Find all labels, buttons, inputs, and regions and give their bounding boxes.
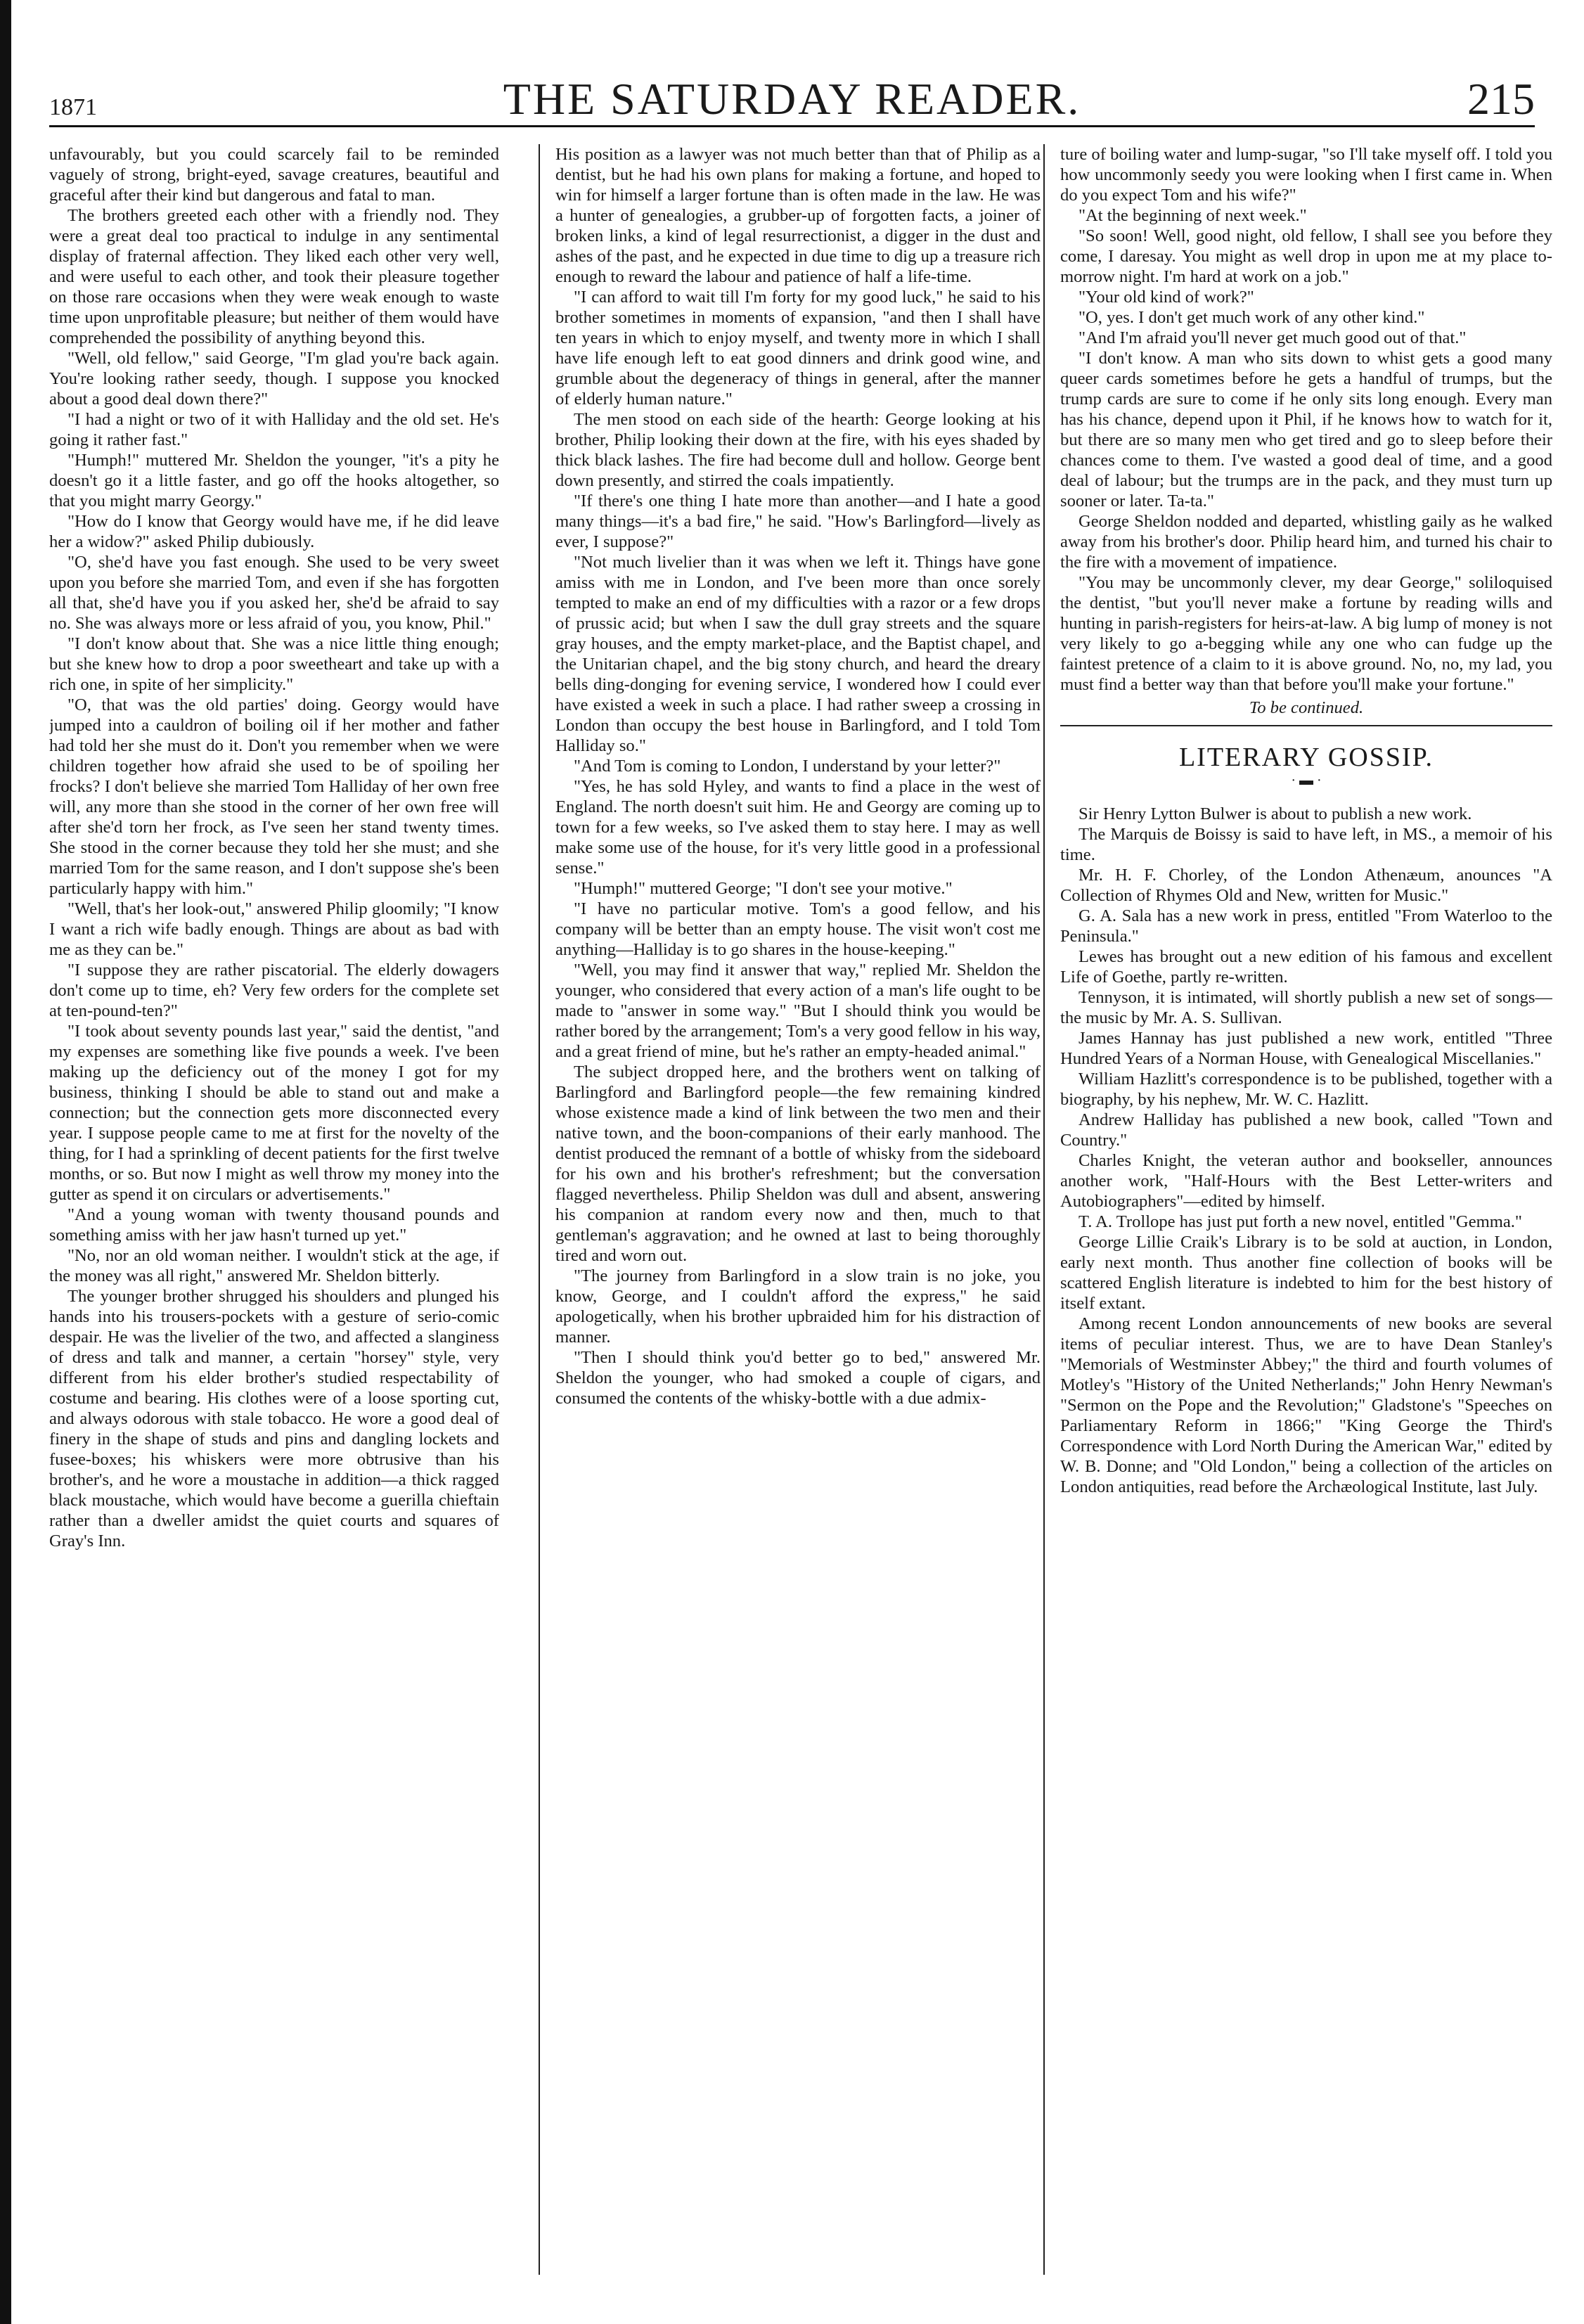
paragraph: The men stood on each side of the hearth: George looking at his brother, Philip looking their down at the fire, with his eyes shaded by thick black lashes. The fire had become dull and hollow. George bent down presently, and stirred the coals impatiently.	[555, 410, 1041, 490]
paragraph: The brothers greeted each other with a friendly nod. They were a great deal too practical to indulge in any sentimental display of fraternal affection. They liked each other very well, and were useful to each other, and took their pleasure together on those rare occasions when they were weak enough to waste time upon unprofitable pleasure; but neither of them would have comprehended the possibility of anything beyond this.	[49, 206, 499, 347]
paragraph: "O, she'd have you fast enough. She used to be very sweet upon you before she married Tom, and even if she has forgotten all that, she'd have you if you asked her, she'd be afraid to say no. She was always more or less afraid of you, you know, Phil."	[49, 553, 499, 633]
issue-year: 1871	[49, 94, 97, 120]
paragraph: ture of boiling water and lump-sugar, "so I'll take myself off. I told you how uncommonly seedy you were looking when I first came in. When do you expect Tom and his wife?"	[1060, 145, 1552, 205]
paragraph: "Humph!" muttered Mr. Sheldon the younger, "it's a pity he doesn't go it a little faster, and go off the hooks altogether, so that you might marry Georgy."	[49, 451, 499, 511]
binding-edge	[0, 0, 11, 2324]
paragraph: The subject dropped here, and the brothers went on talking of Barlingford and Barlingford people—the few remaining kindred whose existence made a kind of link between the two men and their native town, and the boon-companions of their early manhood. The dentist produced the remnant of a bottle of whisky from the sideboard for his own and his brother's refreshment; but the conversation flagged nevertheless. Philip Sheldon was dull and absent, answering his companion at random every now and then, much to that gentleman's aggravation; and he owned at last to being thoroughly tired and worn out.	[555, 1063, 1041, 1265]
paragraph: "I can afford to wait till I'm forty for my good luck," he said to his brother sometimes in moments of expansion, "and then I shall have ten years in which to enjoy myself, and twenty more in which I shall have life enough left to eat good dinners and drink good wine, and grumble about the degeneracy of things in general, after the manner of elderly human nature."	[555, 288, 1041, 409]
paragraph: "So soon! Well, good night, old fellow, I shall see you before they come, I daresay. You might as well drop in upon me at my place to-morrow night. I'm hard at work on a job."	[1060, 226, 1552, 286]
paragraph: "Not much livelier than it was when we left it. Things have gone amiss with me in London, and I've been more than once sorely tempted to make an end of my difficulties with a razor or a few drops of prussic acid; but when I saw the dull gray streets and the square gray houses, and the empty market-place, and the Baptist chapel, and the Unitarian chapel, and the big stony church, and heard the dreary bells ding-donging for evening service, I wondered how I could ever have existed a week in such a place. I had rather sweep a crossing in London than occupy the best house in Barlingford, and I told Tom Halliday so."	[555, 553, 1041, 755]
column-right	[1043, 144, 1552, 2275]
gossip-item: James Hannay has just published a new work, entitled "Three Hundred Years of a Norman House, with Genealogical Miscellanies."	[1060, 1029, 1552, 1068]
paragraph: "And Tom is coming to London, I understand by your letter?"	[574, 757, 1001, 776]
gossip-item: The Marquis de Boissy is said to have left, in MS., a memoir of his time.	[1060, 825, 1552, 864]
paragraph: George Sheldon nodded and departed, whistling gaily as he walked away from his brother's door. Philip heard him, and turned his chair to the fire with a movement of impatience.	[1060, 512, 1552, 572]
paragraph: "The journey from Barlingford in a slow train is no joke, you know, George, and I couldn't afford the express," he said apologetically, when his brother upbraided him for his distraction of manner.	[555, 1266, 1041, 1347]
paragraph: "I have no particular motive. Tom's a good fellow, and his company will be better than an empty house. The visit won't cost me anything—Halliday is to go shares in the house-keeping."	[555, 899, 1041, 959]
paragraph: The younger brother shrugged his shoulders and plunged his hands into his trousers-pockets with a gesture of serio-comic despair. He was the livelier of the two, and affected a slanginess of dress and talk and manner, a certain "horsey" style, very different from his elder brother's studied respectability of costume and bearing. His clothes were of a loose sporting cut, and always odorous with stale tobacco. He wore a good deal of finery in the shape of studs and pins and dangling lockets and fusee-boxes; his whiskers were more obtrusive than his brother's, and he wore a moustache in addition—a thick ragged black moustache, which would have become a guerilla chieftain rather than a dweller amidst the quiet courts and squares of Gray's Inn.	[49, 1287, 499, 1551]
paragraph: "I don't know. A man who sits down to whist gets a good many queer cards sometimes before he gets a handful of trumps, but the trump cards are sure to come if he only sits long enough. Every man has his chance, depend upon it Phil, if he knows how to watch for it, but there are so many men who get tired and go to sleep before their chances come to them. I've wasted a good deal of time, and a good deal of labour; but the trumps are in the pack, and they must turn up sooner or later. Ta-ta."	[1060, 349, 1552, 511]
paragraph: unfavourably, but you could scarcely fail to be reminded vaguely of strong, bright-eyed, savage creatures, beautiful and graceful after their kind but dangerous and fatal to man.	[49, 145, 499, 205]
publication-title: THE SATURDAY READER.	[503, 74, 1081, 124]
gossip-item: George Lillie Craik's Library is to be sold at auction, in London, early next month. Thus another fine collection of books will be scattered English literature is indebted to him for the best history of itself extant.	[1060, 1233, 1552, 1313]
paragraph: "At the beginning of next week."	[1078, 206, 1307, 225]
column-middle	[539, 144, 1041, 2275]
section-divider	[1060, 725, 1552, 726]
paragraph: "No, nor an old woman neither. I wouldn't stick at the age, if the money was all right," answered Mr. Sheldon bitterly.	[49, 1246, 499, 1285]
paragraph: "I suppose they are rather piscatorial. The elderly dowagers don't come up to time, eh? Very few orders for the complete set at ten-pound-ten?"	[49, 961, 499, 1020]
gossip-item: Mr. H. F. Chorley, of the London Athenæum, anounces "A Collection of Rhymes Old and New, written for Music."	[1060, 866, 1552, 905]
to-be-continued-note: To be continued.	[1249, 698, 1364, 717]
gossip-item: William Hazlitt's correspondence is to be published, together with a biography, by his nephew, Mr. W. C. Hazlitt.	[1060, 1070, 1552, 1109]
gossip-item: Among recent London announcements of new books are several items of peculiar interest. Thus, we are to have Dean Stanley's "Memorials of Westminster Abbey;" the third and fourth volumes of Motley's "History of the United Netherlands;" John Henry Newman's "Sermon on the Pope and the Revolution;" Gladstone's "Speeches on Parliamentary Reform in 1866;" "King George the Third's Correspondence with Lord North During the American War," edited by W. B. Donne; and "Old London," being a collection of the articles on London antiquities, read before the Archæological Institute, last July.	[1060, 1314, 1552, 1496]
paragraph: "And I'm afraid you'll never get much good out of that."	[1078, 328, 1467, 347]
paragraph: "How do I know that Georgy would have me, if he did leave her a widow?" asked Philip dubiously.	[49, 512, 499, 551]
paragraph: "Then I should think you'd better go to bed," answered Mr. Sheldon the younger, who had smoked a couple of cigars, and consumed the contents of the whisky-bottle with a due admix-	[555, 1348, 1041, 1408]
column-left	[49, 144, 499, 2275]
gossip-item: Andrew Halliday has published a new book, called "Town and Country."	[1060, 1110, 1552, 1150]
page-number: 215	[1467, 74, 1535, 124]
paragraph: "I had a night or two of it with Halliday and the old set. He's going it rather fast."	[49, 410, 499, 449]
paragraph: "And a young woman with twenty thousand pounds and something amiss with her jaw hasn't turned up yet."	[49, 1205, 499, 1245]
gossip-item: T. A. Trollope has just put forth a new novel, entitled "Gemma."	[1078, 1212, 1522, 1231]
paragraph: "Well, you may find it answer that way," replied Mr. Sheldon the younger, who considered that every action of a man's life ought to be made to "answer in some way." "But I should think you would be rather bored by the arrangement; Tom's a very good fellow in his way, and a great friend of mine, but he's rather an empty-headed animal."	[555, 961, 1041, 1061]
gossip-item: Lewes has brought out a new edition of his famous and excellent Life of Goethe, partly re-written.	[1060, 947, 1552, 987]
paragraph: "Humph!" muttered George; "I don't see your motive."	[574, 879, 953, 898]
paragraph: "Yes, he has sold Hyley, and wants to find a place in the west of England. The north doesn't suit him. He and Georgy are coming up to town for a few weeks, so I've asked them to stay here. I may as well make some use of the house, for it's very little good in a professional sense."	[555, 777, 1041, 878]
page-header	[49, 69, 1535, 127]
paragraph: "I don't know about that. She was a nice little thing enough; but she knew how to drop a poor sweetheart and take up with a rich one, in spite of her simplicity."	[49, 634, 499, 694]
gossip-item: Sir Henry Lytton Bulwer is about to publish a new work.	[1078, 804, 1472, 823]
paragraph: "Your old kind of work?"	[1078, 288, 1254, 307]
gossip-item: G. A. Sala has a new work in press, entitled "From Waterloo to the Peninsula."	[1060, 906, 1552, 946]
paragraph: His position as a lawyer was not much better than that of Philip as a dentist, but he had his own plans for making a fortune, and hoped to win for himself a larger fortune than is often made in the law. He was a hunter of genealogies, a grubber-up of forgotten facts, a joiner of broken links, a kind of legal resurrectionist, a digger in the dust and ashes of the past, and he expected in due time to dig up a treasure rich enough to reward the labour and patience of half a life-time.	[555, 145, 1041, 286]
paragraph: "Well, old fellow," said George, "I'm glad you're back again. You're looking rather seedy, though. I suppose you knocked about a good deal down there?"	[49, 349, 499, 409]
gossip-item: Charles Knight, the veteran author and bookseller, announces another work, "Half-Hours with the Best Letter-writers and Autobiographers"—edited by himself.	[1060, 1151, 1552, 1211]
paragraph: "O, that was the old parties' doing. Georgy would have jumped into a cauldron of boiling oil if her mother and father had told her she must do it. Don't you remember when we were children together how afraid she used to be of spoiling her frocks? I don't believe she married Tom Halliday of her own free will, any more than she stood in the corner of her own free will after she'd torn her frock, as I've seen her stand twenty times. She stood in the corner because they told her she must; and she married Tom for the same reason, and I don't suppose she's been particularly happy with him."	[49, 695, 499, 898]
paragraph: "Well, that's her look-out," answered Philip gloomily; "I know I want a rich wife badly enough. Things are about as bad with me as they can be."	[49, 899, 499, 959]
paragraph: "I took about seventy pounds last year," said the dentist, "and my expenses are something like five pounds a week. I've been making up the deficiency out of the money I got for my business, thinking I should be able to stand out and make a connection; but the connection gets more disconnected every year. I suppose people came to me at first for the novelty of the thing, for I had a sprinkling of decent patients for the first twelve months, or so. But now I might as well throw my money into the gutter as spend it on circulars or advertisements."	[49, 1022, 499, 1204]
ornament-divider: · ▬ ·	[1291, 773, 1322, 788]
paragraph: "If there's one thing I hate more than another—and I hate a good many things—it's a bad fire," he said. "How's Barlingford—lively as ever, I suppose?"	[555, 492, 1041, 551]
paragraph: "O, yes. I don't get much work of any other kind."	[1078, 308, 1425, 327]
section-title: LITERARY GOSSIP.	[1178, 743, 1434, 772]
gossip-item: Tennyson, it is intimated, will shortly publish a new set of songs—the music by Mr. A. S. Sullivan.	[1060, 988, 1552, 1027]
paragraph: "You may be uncommonly clever, my dear George," soliloquised the dentist, "but you'll never make a fortune by reading wills and hunting in parish-registers for heirs-at-law. A big lump of money is not very likely to go a-begging while any one who can fudge up the faintest pretence of a claim to it is above ground. No, no, my lad, you must find a better way than that before you'll make your fortune."	[1060, 573, 1552, 694]
